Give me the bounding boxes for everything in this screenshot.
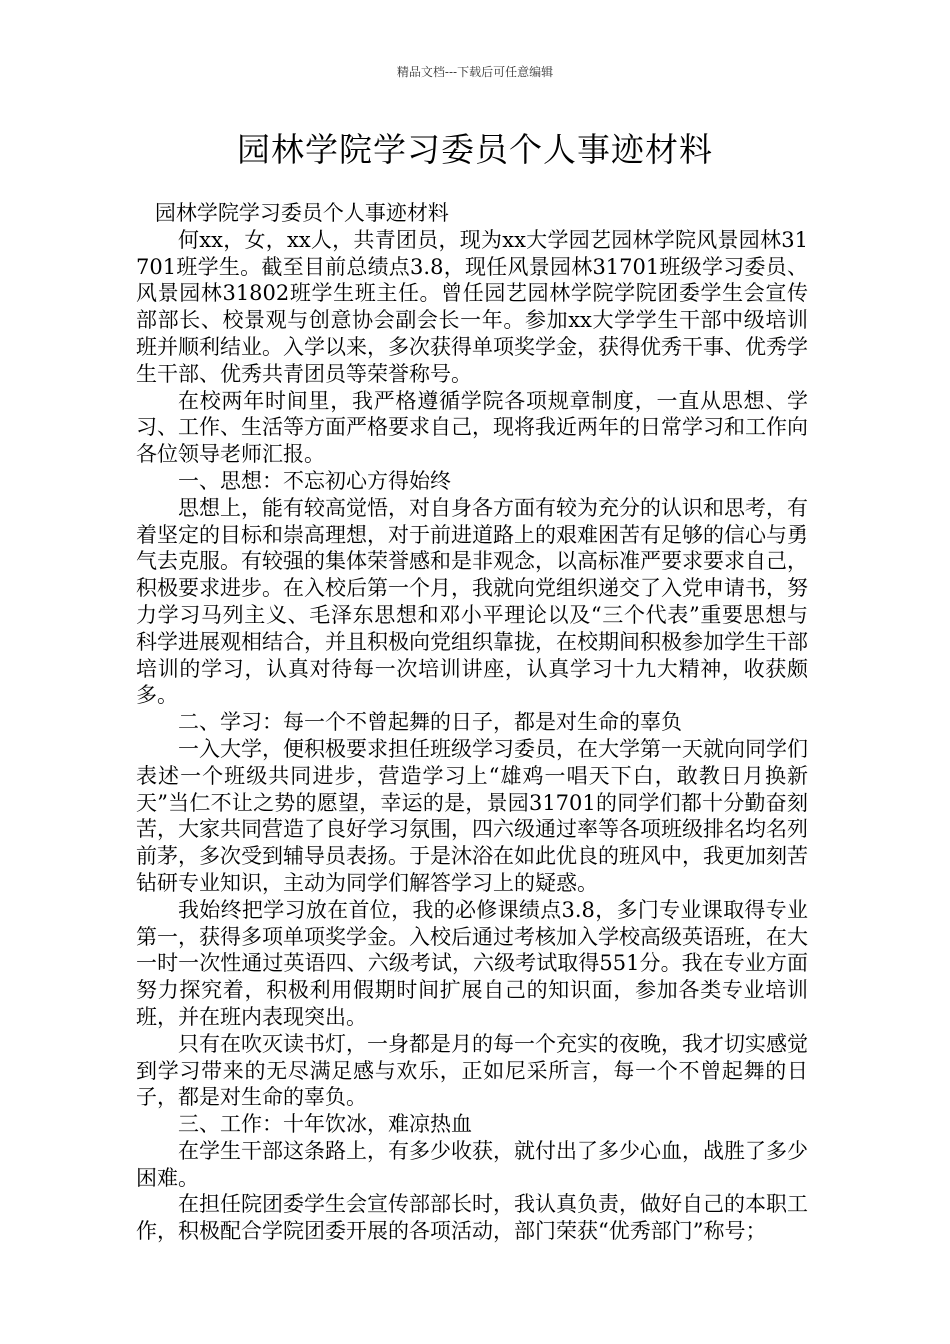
paragraph-summary: 在校两年时间里，我严格遵循学院各项规章制度，一直从思想、学习、工作、生活等方面严格要求自己，现将我近两年的日常学习和工作向各位领导老师汇报。 [136,388,808,467]
paragraph-thought: 思想上，能有较高觉悟，对自身各方面有较为充分的认识和思考，有着坚定的目标和崇高理想，对于前进道路上的艰难困苦有足够的信心与勇气去克服。有较强的集体荣誉感和是非观念，以高标准严要求要求自己，积极要求进步。在入校后第一个月，我就向党组织递交了入党申请书，努力学习马列主义、毛泽东思想和邓小平理论以及“三个代表”重要思想与科学进展观相结合，并且积极向党组织靠拢，在校期间积极参加学生干部培训的学习，认真对待每一次培训讲座，认真学习十九大精神，收获颇多。 [136,495,808,708]
paragraph-work-1: 在学生干部这条路上，有多少收获，就付出了多少心血，战胜了多少困难。 [136,1138,808,1190]
section-heading-thought: 一、思想：不忘初心方得始终 [178,468,451,493]
paragraph-study-3: 只有在吹灭读书灯，一身都是月的每一个充实的夜晚，我才切实感觉到学习带来的无尽满足感与欢乐，正如尼采所言，每一个不曾起舞的日子，都是对生命的辜负。 [136,1031,808,1110]
header-note: 精品文档---下载后可任意编辑 [396,65,554,79]
document-body [136,200,808,1245]
body-subtitle: 园林学院学习委员个人事迹材料 [154,201,449,225]
paragraph-intro: 何xx，女，xx人，共青团员，现为xx大学园艺园林学院风景园林31701班学生。截至目前总绩点3.8，现任风景园林31701班级学习委员、风景园林31802班学生班主任。曾任园艺园林学院学院团委学生会宣传部部长、校景观与创意协会副会长一年。参加xx大学学生干部中级培训班并顺利结业。入学以来，多次获得单项奖学金，获得优秀干事、优秀学生干部、优秀共青团员等荣誉称号。 [136,227,808,386]
paragraph-work-2: 在担任院团委学生会宣传部部长时，我认真负责，做好自己的本职工作，积极配合学院团委开展的各项活动，部门荣获“优秀部门”称号； [136,1192,808,1244]
document-title: 园林学院学习委员个人事迹材料 [237,130,713,169]
section-heading-study: 二、学习：每一个不曾起舞的日子，都是对生命的辜负 [178,710,682,735]
section-heading-work: 三、工作：十年饮冰，难凉热血 [178,1112,472,1137]
paragraph-study-2: 我始终把学习放在首位，我的必修课绩点3.8，多门专业课取得专业第一，获得多项单项奖学金。入校后通过考核加入学校高级英语班，在大一时一次性通过英语四、六级考试，六级考试取得551分。我在专业方面努力探究着，积极利用假期时间扩展自己的知识面，参加各类专业培训班，并在班内表现突出。 [136,897,808,1029]
paragraph-study-1: 一入大学，便积极要求担任班级学习委员，在大学第一天就向同学们表述一个班级共同进步，营造学习上“雄鸡一唱天下白，敢教日月换新天”当仁不让之势的愿望，幸运的是，景园31701的同学们都十分勤奋刻苦，大家共同营造了良好学习氛围，四六级通过率等各项班级排名均名列前茅，多次受到辅导员表扬。于是沐浴在如此优良的班风中，我更加刻苦钻研专业知识，主动为同学们解答学习上的疑惑。 [136,736,808,895]
